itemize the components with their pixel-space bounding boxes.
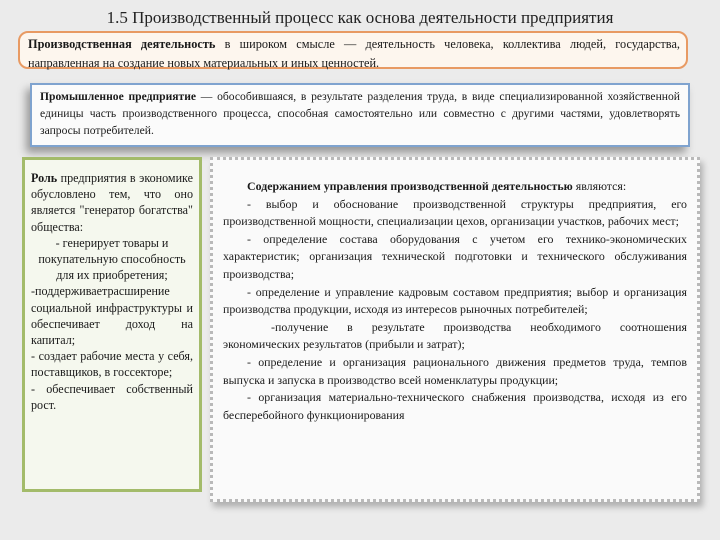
role-item: - создает рабочие места у себя, поставщиков, в госсекторе; [31, 349, 193, 380]
definition-industrial-enterprise [30, 83, 690, 147]
content-item: - выбор и обоснование производственной структуры предприятия, его производственной мощности, специализации цехов, организации участков, рабочих мест; [223, 196, 687, 229]
role-intro [31, 170, 193, 235]
definition-text: в широком смысле — деятельность человека, коллектива людей, государства, направленная на создание новых материальных и иных ценностей. [28, 37, 680, 70]
role-item: - генерирует товары и покупательную способность для их приобретения; [38, 235, 186, 283]
management-content-panel [210, 157, 700, 502]
enterprise-role-panel [22, 157, 202, 492]
role-item: - обеспечивает собственный рост. [31, 381, 193, 412]
role-intro-text: предприятия в экономике обусловлено тем, что оно является "генератор богатства" общества: [31, 171, 193, 234]
content-item: - определение и управление кадровым составом предприятия; выбор и организация производства продукции, исходя из интересов рыночных потребителей; [223, 284, 687, 317]
definition-production-activity [18, 31, 688, 69]
definition-term: Промышленное предприятие [40, 90, 197, 103]
slide-title: 1.5 Производственный процесс как основа деятельности предприятия [106, 8, 614, 27]
role-item: -поддерживаетрасширение социальной инфраструктуры и обеспечивает доход на капитал; [31, 284, 193, 348]
content-intro [223, 178, 687, 196]
content-item: -получение в результате производства необходимого соотношения экономических результатов (прибыли и затрат); [223, 319, 687, 352]
content-intro-term: Содержанием управления производственной деятельностью [247, 179, 573, 193]
content-item: - определение и организация рационального движения предметов труда, темпов выпуска и запуска в производство всей номенклатуры продукции; [223, 354, 687, 387]
content-item: - определение состава оборудования с учетом его технико-экономических характеристик; организация технической подготовки и технического обслуживания производства; [223, 231, 687, 281]
definition-term: Производственная деятельность [28, 37, 216, 51]
role-intro-term: Роль [31, 171, 58, 185]
content-intro-text: являются: [572, 179, 627, 193]
content-item: - организация материально-технического снабжения производства, исходя из его бесперебойного функционирования [223, 390, 687, 422]
definition-text: — обособившаяся, в результате разделения труда, в виде специализированной хозяйственной единицы часть производственного процесса, способная самостоятельно или совместно с другими частями, удовлетворять запросы потребителей. [40, 90, 680, 137]
